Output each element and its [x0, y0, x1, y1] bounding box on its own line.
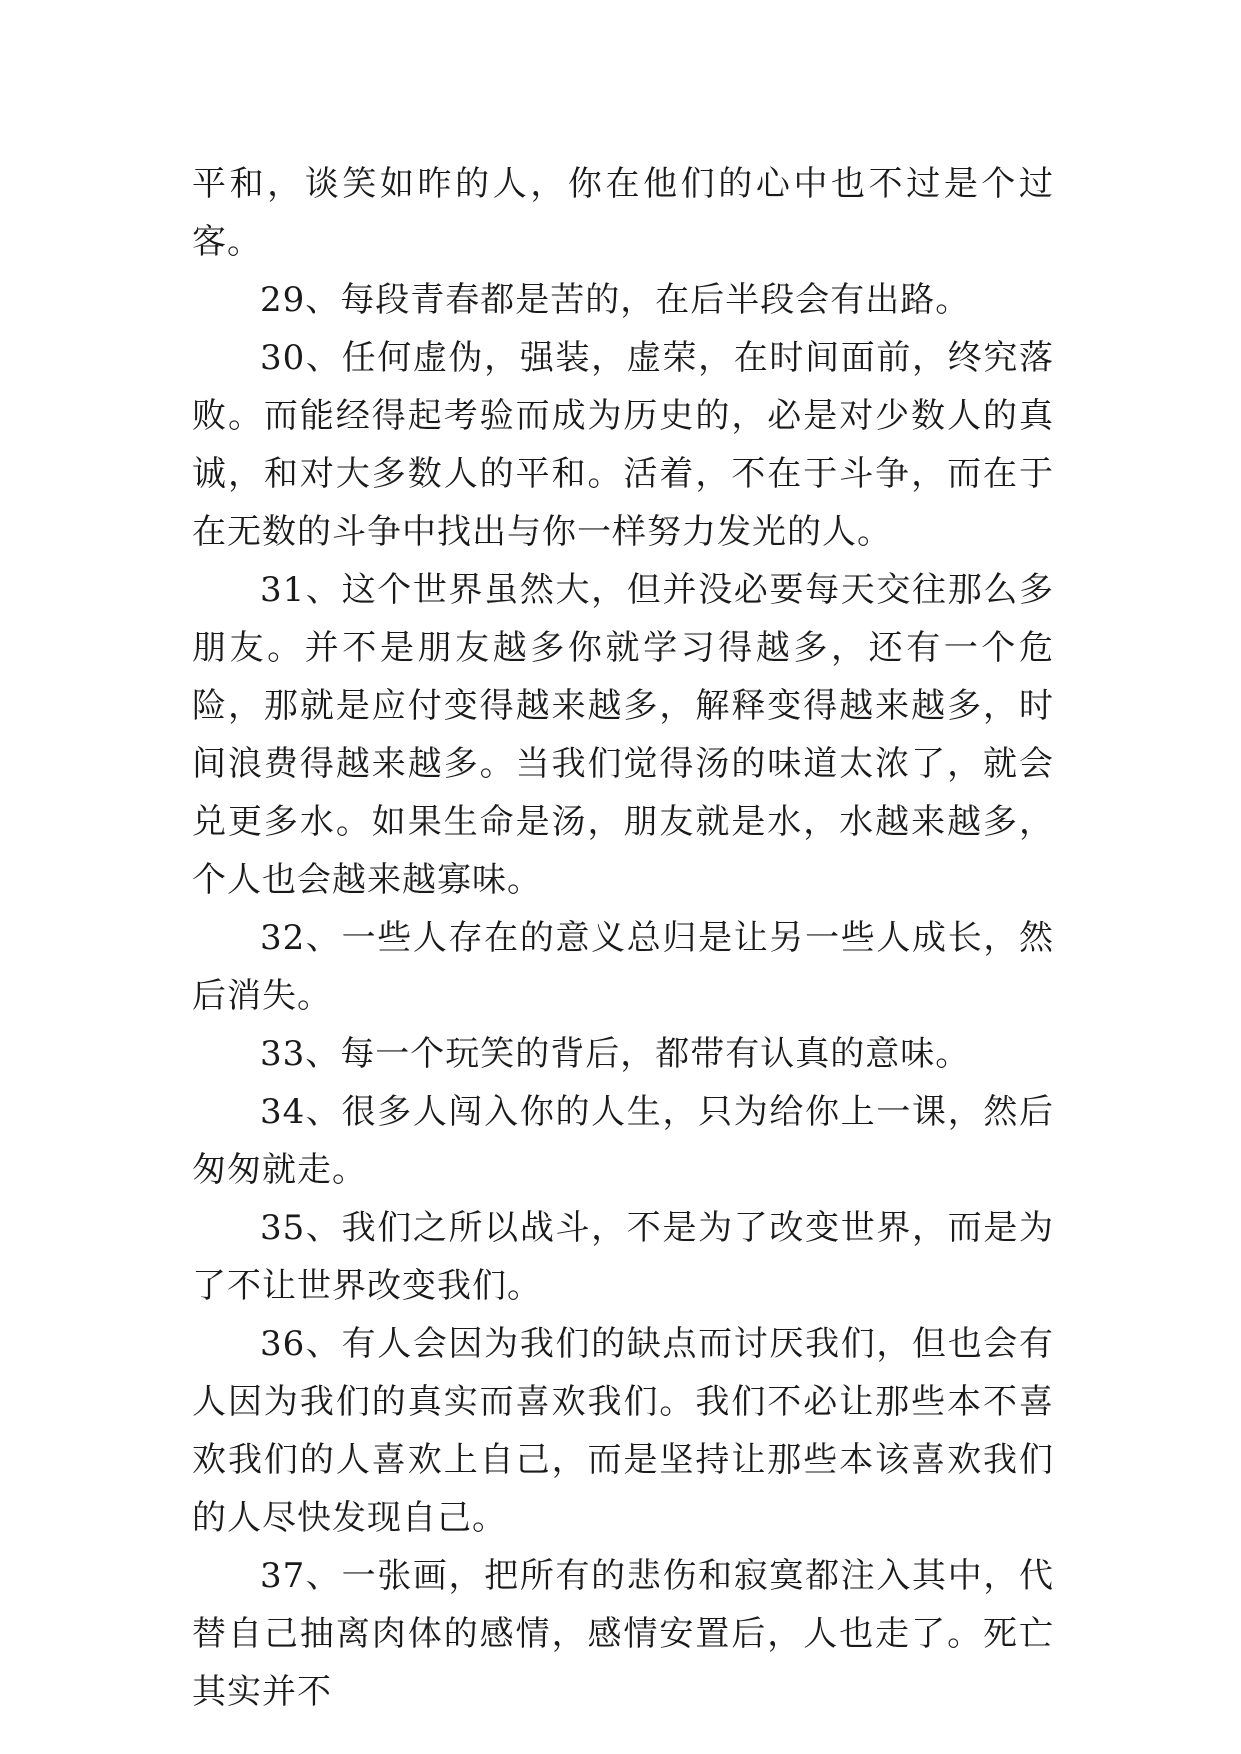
- paragraph-continuation: 平和，谈笑如昨的人，你在他们的心中也不过是个过客。: [192, 164, 1054, 262]
- paragraph-29: 29、每段青春都是苦的，在后半段会有出路。: [260, 280, 971, 320]
- paragraph-32: 32、一些人存在的意义总归是让另一些人成长，然后消失。: [192, 918, 1054, 1016]
- paragraph-36: 36、有人会因为我们的缺点而讨厌我们，但也会有人因为我们的真实而喜欢我们。我们不必让那些本不喜欢我们的人喜欢上自己，而是坚持让那些本该喜欢我们的人尽快发现自己。: [192, 1324, 1054, 1538]
- document-body: [192, 155, 1054, 1721]
- paragraph-34: 34、很多人闯入你的人生，只为给你上一课，然后匆匆就走。: [192, 1092, 1054, 1190]
- paragraph-31: 31、这个世界虽然大，但并没必要每天交往那么多朋友。并不是朋友越多你就学习得越多，还有一个危险，那就是应付变得越来越多，解释变得越来越多，时间浪费得越来越多。当我们觉得汤的味道太浓了，就会兑更多水。如果生命是汤，朋友就是水，水越来越多，个人也会越来越寡味。: [192, 570, 1054, 900]
- paragraph-30: 30、任何虚伪，强装，虚荣，在时间面前，终究落败。而能经得起考验而成为历史的，必是对少数人的真诚，和对大多数人的平和。活着，不在于斗争，而在于在无数的斗争中找出与你一样努力发光的人。: [192, 338, 1054, 552]
- paragraph-35: 35、我们之所以战斗，不是为了改变世界，而是为了不让世界改变我们。: [192, 1208, 1054, 1306]
- paragraph-33: 33、每一个玩笑的背后，都带有认真的意味。: [260, 1034, 971, 1074]
- paragraph-37: 37、一张画，把所有的悲伤和寂寞都注入其中，代替自己抽离肉体的感情，感情安置后，人也走了。死亡其实并不: [192, 1556, 1054, 1712]
